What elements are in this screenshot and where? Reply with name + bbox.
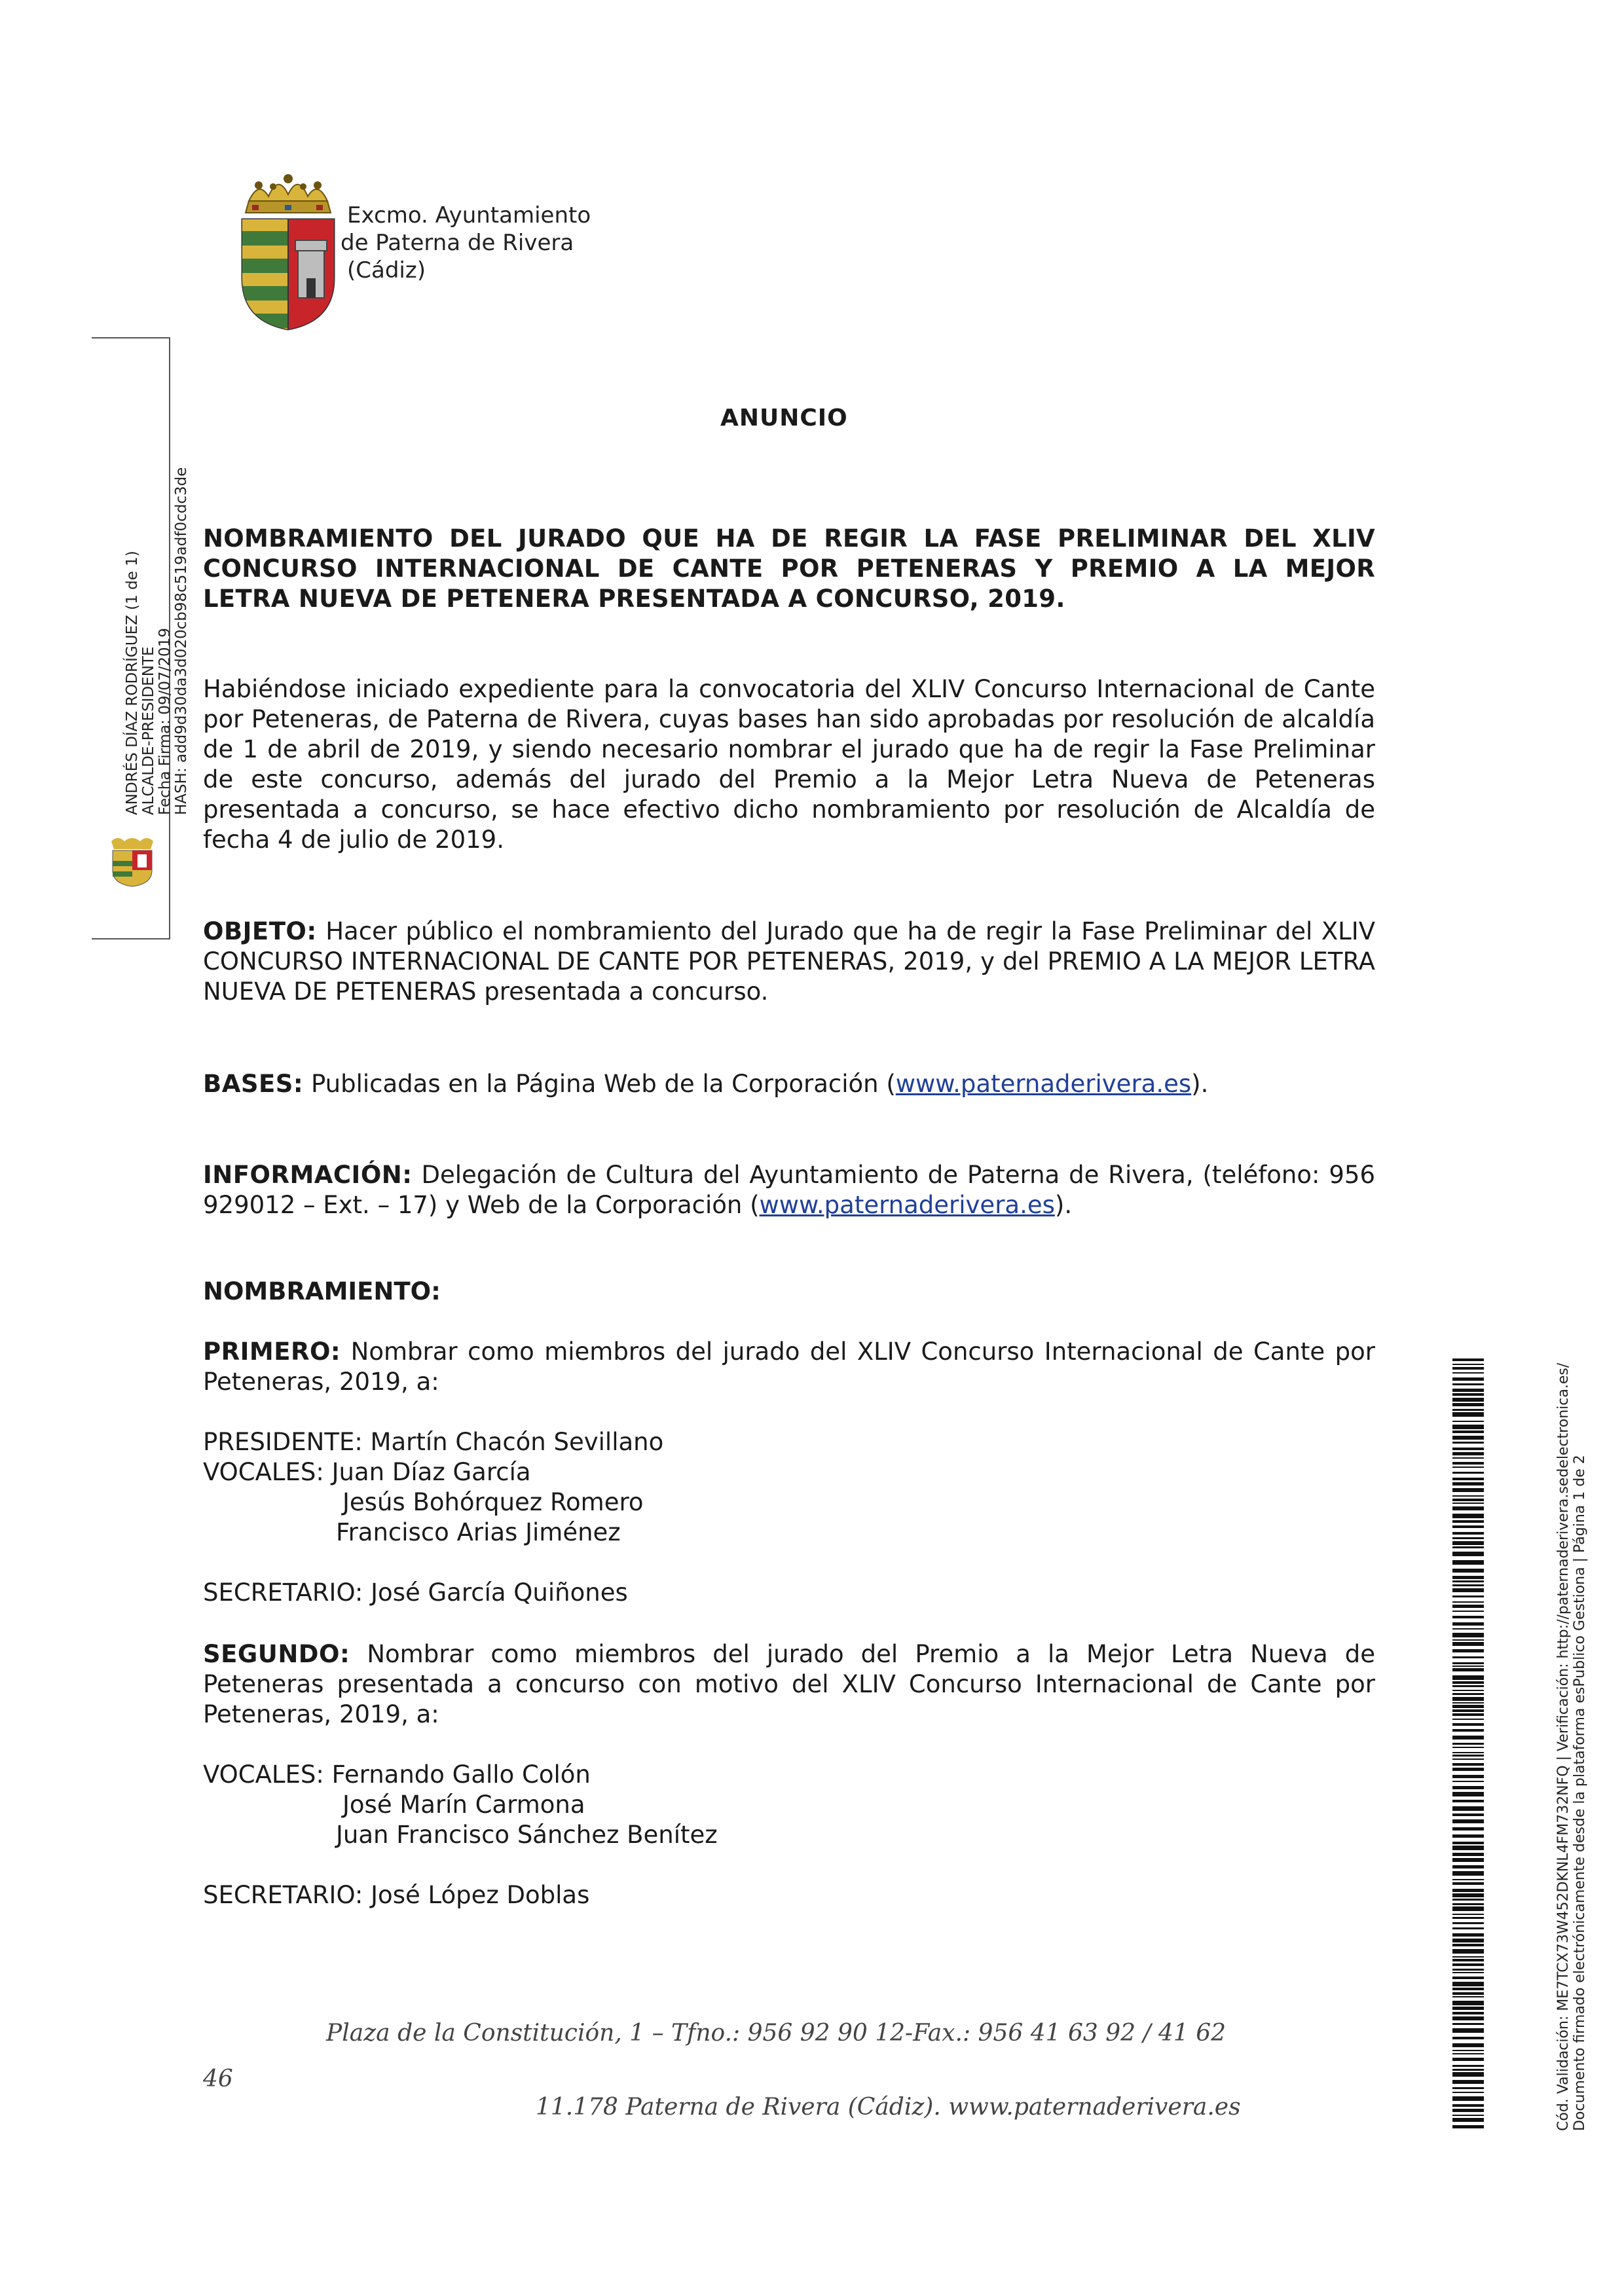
signer-role: ALCALDE-PRESIDENTE bbox=[140, 646, 157, 815]
footer-address-2: 11.178 Paterna de Rivera (Cádiz). www.paternaderivera.es bbox=[536, 2094, 1241, 2121]
coat-of-arms-logo bbox=[232, 167, 344, 331]
nombramiento-heading: NOMBRAMIENTO: bbox=[203, 1277, 441, 1305]
org-line-1: Excmo. Ayuntamiento bbox=[347, 202, 591, 228]
organization-name bbox=[341, 202, 591, 284]
informacion-text: Delegación de Cultura del Ayuntamiento de Paterna de Rivera, (teléfono: 956 929012 – Ext. – 17) y Web de la Corporación ( bbox=[203, 1161, 1375, 1219]
jury2-vocal-1: VOCALES: Fernando Gallo Colón bbox=[203, 1760, 591, 1789]
jury1-secretary: SECRETARIO: José García Quiñones bbox=[203, 1578, 628, 1607]
footer-address-1: Plaza de la Constitución, 1 – Tfno.: 956 92 90 12-Fax.: 956 41 63 92 / 41 62 bbox=[326, 2020, 1227, 2047]
jury2-vocal-3: Juan Francisco Sánchez Benítez bbox=[336, 1821, 718, 1849]
jury1-vocal-2: Jesús Bohórquez Romero bbox=[342, 1488, 644, 1516]
document-heading: NOMBRAMIENTO DEL JURADO QUE HA DE REGIR LA FASE PRELIMINAR DEL XLIV CONCURSO INTERNACIONAL DE CANTE POR PETENERAS Y PREMIO A LA MEJOR LETRA NUEVA DE PETENERA PRESENTADA A CONCURSO, 2019. bbox=[203, 524, 1375, 613]
objeto-paragraph bbox=[203, 917, 1375, 1007]
informacion-end: ). bbox=[1054, 1191, 1073, 1219]
primero-label: PRIMERO: bbox=[203, 1338, 341, 1366]
crown-icon bbox=[246, 174, 331, 213]
verification-code: Cód. Validación: ME7TCX73W452DKNL4FM732NFQ | Verificación: http://paternaderivera.sedelectronica.es/ bbox=[1555, 1362, 1572, 2131]
bases-end: ). bbox=[1191, 1070, 1209, 1098]
bases-website-link[interactable]: www.paternaderivera.es bbox=[895, 1070, 1192, 1098]
informacion-paragraph bbox=[203, 1160, 1375, 1220]
segundo-label: SEGUNDO: bbox=[203, 1640, 350, 1668]
signer-name: ANDRÉS DÍAZ RODRÍGUEZ (1 de 1) bbox=[124, 551, 141, 815]
informacion-label: INFORMACIÓN: bbox=[203, 1161, 413, 1189]
jury1-president: PRESIDENTE: Martín Chacón Sevillano bbox=[203, 1428, 664, 1456]
primero-paragraph bbox=[203, 1337, 1375, 1397]
jury1-vocal-1: VOCALES: Juan Díaz García bbox=[203, 1458, 531, 1486]
signature-date: Fecha Firma: 09/07/2019 bbox=[157, 628, 174, 815]
objeto-label: OBJETO: bbox=[203, 917, 317, 945]
objeto-text: Hacer público el nombramiento del Jurado que ha de regir la Fase Preliminar del XLIV CONCURSO INTERNACIONAL DE CANTE POR PETENERAS, 2019, y del PREMIO A LA MEJOR LETRA NUEVA DE PETENERAS presentada a concurso. bbox=[203, 917, 1375, 1006]
signature-hash: HASH: add9d30da3d020cb98c519adf0cdc3de bbox=[173, 467, 190, 815]
org-line-3: (Cádiz) bbox=[347, 257, 426, 283]
signature-coat-icon bbox=[98, 835, 166, 887]
bases-label: BASES: bbox=[203, 1070, 304, 1098]
bases-text: Publicadas en la Página Web de la Corporación ( bbox=[303, 1070, 896, 1098]
org-line-2: de Paterna de Rivera bbox=[341, 230, 574, 256]
jury1-vocal-3: Francisco Arias Jiménez bbox=[336, 1518, 621, 1546]
jury2-secretary: SECRETARIO: José López Doblas bbox=[203, 1881, 590, 1909]
segundo-text: Nombrar como miembros del jurado del Premio a la Mejor Letra Nueva de Peteneras presentada a concurso con motivo del XLIV Concurso Internacional de Cante por Peteneras, 2019, a: bbox=[203, 1640, 1375, 1728]
bases-paragraph bbox=[203, 1069, 1375, 1099]
page-number: 46 bbox=[203, 2066, 233, 2092]
validation-barcode bbox=[1452, 1358, 1484, 2131]
segundo-paragraph bbox=[203, 1639, 1375, 1730]
intro-paragraph: Habiéndose iniciado expediente para la convocatoria del XLIV Concurso Internacional de Cante por Peteneras, de Paterna de Rivera, cuyas bases han sido aprobadas por resolución de alcaldía de 1 de abril de 2019, y siendo necesario nombrar el jurado que ha de regir la Fase Preliminar de este concurso, además del jurado del Premio a la Mejor Letra Nueva de Peteneras presentada a concurso, se hace efectivo dicho nombramiento por resolución de Alcaldía de fecha 4 de julio de 2019. bbox=[203, 675, 1375, 854]
informacion-website-link[interactable]: www.paternaderivera.es bbox=[759, 1191, 1055, 1219]
primero-text: Nombrar como miembros del jurado del XLIV Concurso Internacional de Cante por Peteneras, 2019, a: bbox=[203, 1338, 1375, 1396]
verification-platform: Documento firmado electrónicamente desde la plataforma esPublico Gestiona | Página 1 de 2 bbox=[1572, 1455, 1588, 2131]
verification-text bbox=[1555, 1363, 1588, 2131]
signature-stamp-text bbox=[124, 467, 190, 815]
jury2-vocal-2: José Marín Carmona bbox=[342, 1791, 585, 1819]
document-title: ANUNCIO bbox=[720, 405, 848, 431]
